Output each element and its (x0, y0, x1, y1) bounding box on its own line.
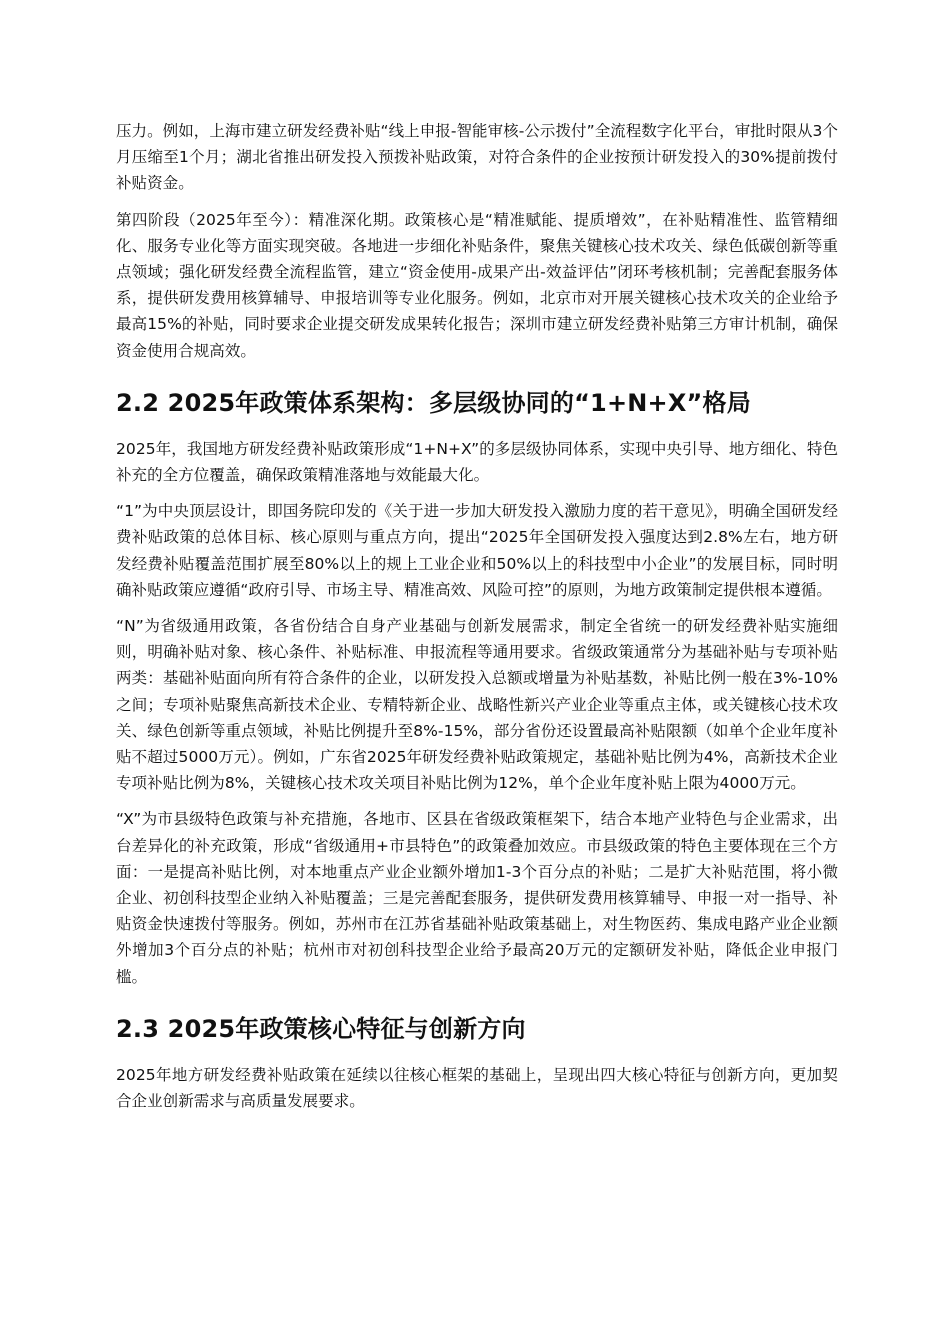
section-heading: 2.2 2025年政策体系架构：多层级协同的“1+N+X”格局 (116, 388, 751, 417)
paragraph: 第四阶段（2025年至今）：精准深化期。政策核心是“精准赋能、提质增效”，在补贴精准性、监管精细化、服务专业化等方面实现突破。各地进一步细化补贴条件，聚焦关键核心技术攻关、绿色低碳创新等重点领域；强化研发经费全流程监管，建立“资金使用-成果产出-效益评估”闭环考核机制；完善配套服务体系，提供研发费用核算辅导、申报培训等专业化服务。例如，北京市对开展关键核心技术攻关的企业给予最高15%的补贴，同时要求企业提交研发成果转化报告；深圳市建立研发经费补贴第三方审计机制，确保资金使用合规高效。 (116, 210, 838, 360)
paragraph: 2025年，我国地方研发经费补贴政策形成“1+N+X”的多层级协同体系，实现中央引导、地方细化、特色补充的全方位覆盖，确保政策精准落地与效能最大化。 (116, 439, 838, 485)
paragraph: “1”为中央顶层设计，即国务院印发的《关于进一步加大研发投入激励力度的若干意见》，明确全国研发经费补贴政策的总体目标、核心原则与重点方向，提出“2025年全国研发投入强度达到2.8%左右，地方研发经费补贴覆盖范围扩展至80%以上的规上工业企业和50%以上的科技型中小企业”的发展目标，同时明确补贴政策应遵循“政府引导、市场主导、精准高效、风险可控”的原则，为地方政策制定提供根本遵循。 (116, 502, 838, 599)
document-page (116, 118, 838, 1124)
section-heading: 2.3 2025年政策核心特征与创新方向 (116, 1014, 526, 1043)
paragraph: “X”为市县级特色政策与补充措施，各地市、区县在省级政策框架下，结合本地产业特色与企业需求，出台差异化的补充政策，形成“省级通用+市县特色”的政策叠加效应。市县级政策的特色主要体现在三个方面：一是提高补贴比例，对本地重点产业企业额外增加1-3个百分点的补贴；二是扩大补贴范围，将小微企业、初创科技型企业纳入补贴覆盖；三是完善配套服务，提供研发费用核算辅导、申报一对一指导、补贴资金快速拨付等服务。例如，苏州市在江苏省基础补贴政策基础上，对生物医药、集成电路产业企业额外增加3个百分点的补贴；杭州市对初创科技型企业给予最高20万元的定额研发补贴，降低企业申报门槛。 (116, 810, 838, 986)
paragraph: “N”为省级通用政策，各省份结合自身产业基础与创新发展需求，制定全省统一的研发经费补贴实施细则，明确补贴对象、核心条件、补贴标准、申报流程等通用要求。省级政策通常分为基础补贴与专项补贴两类：基础补贴面向所有符合条件的企业，以研发投入总额或增量为补贴基数，补贴比例一般在3%-10%之间；专项补贴聚焦高新技术企业、专精特新企业、战略性新兴产业企业等重点主体，或关键核心技术攻关、绿色创新等重点领域，补贴比例提升至8%-15%，部分省份还设置最高补贴限额（如单个企业年度补贴不超过5000万元）。例如，广东省2025年研发经费补贴政策规定，基础补贴比例为4%，高新技术企业专项补贴比例为8%，关键核心技术攻关项目补贴比例为12%，单个企业年度补贴上限为4000万元。 (116, 617, 838, 793)
paragraph: 压力。例如，上海市建立研发经费补贴“线上申报-智能审核-公示拨付”全流程数字化平台，审批时限从3个月压缩至1个月；湖北省推出研发投入预拨补贴政策，对符合条件的企业按预计研发投入的30%提前拨付补贴资金。 (116, 122, 838, 193)
paragraph: 2025年地方研发经费补贴政策在延续以往核心框架的基础上，呈现出四大核心特征与创新方向，更加契合企业创新需求与高质量发展要求。 (116, 1065, 838, 1111)
